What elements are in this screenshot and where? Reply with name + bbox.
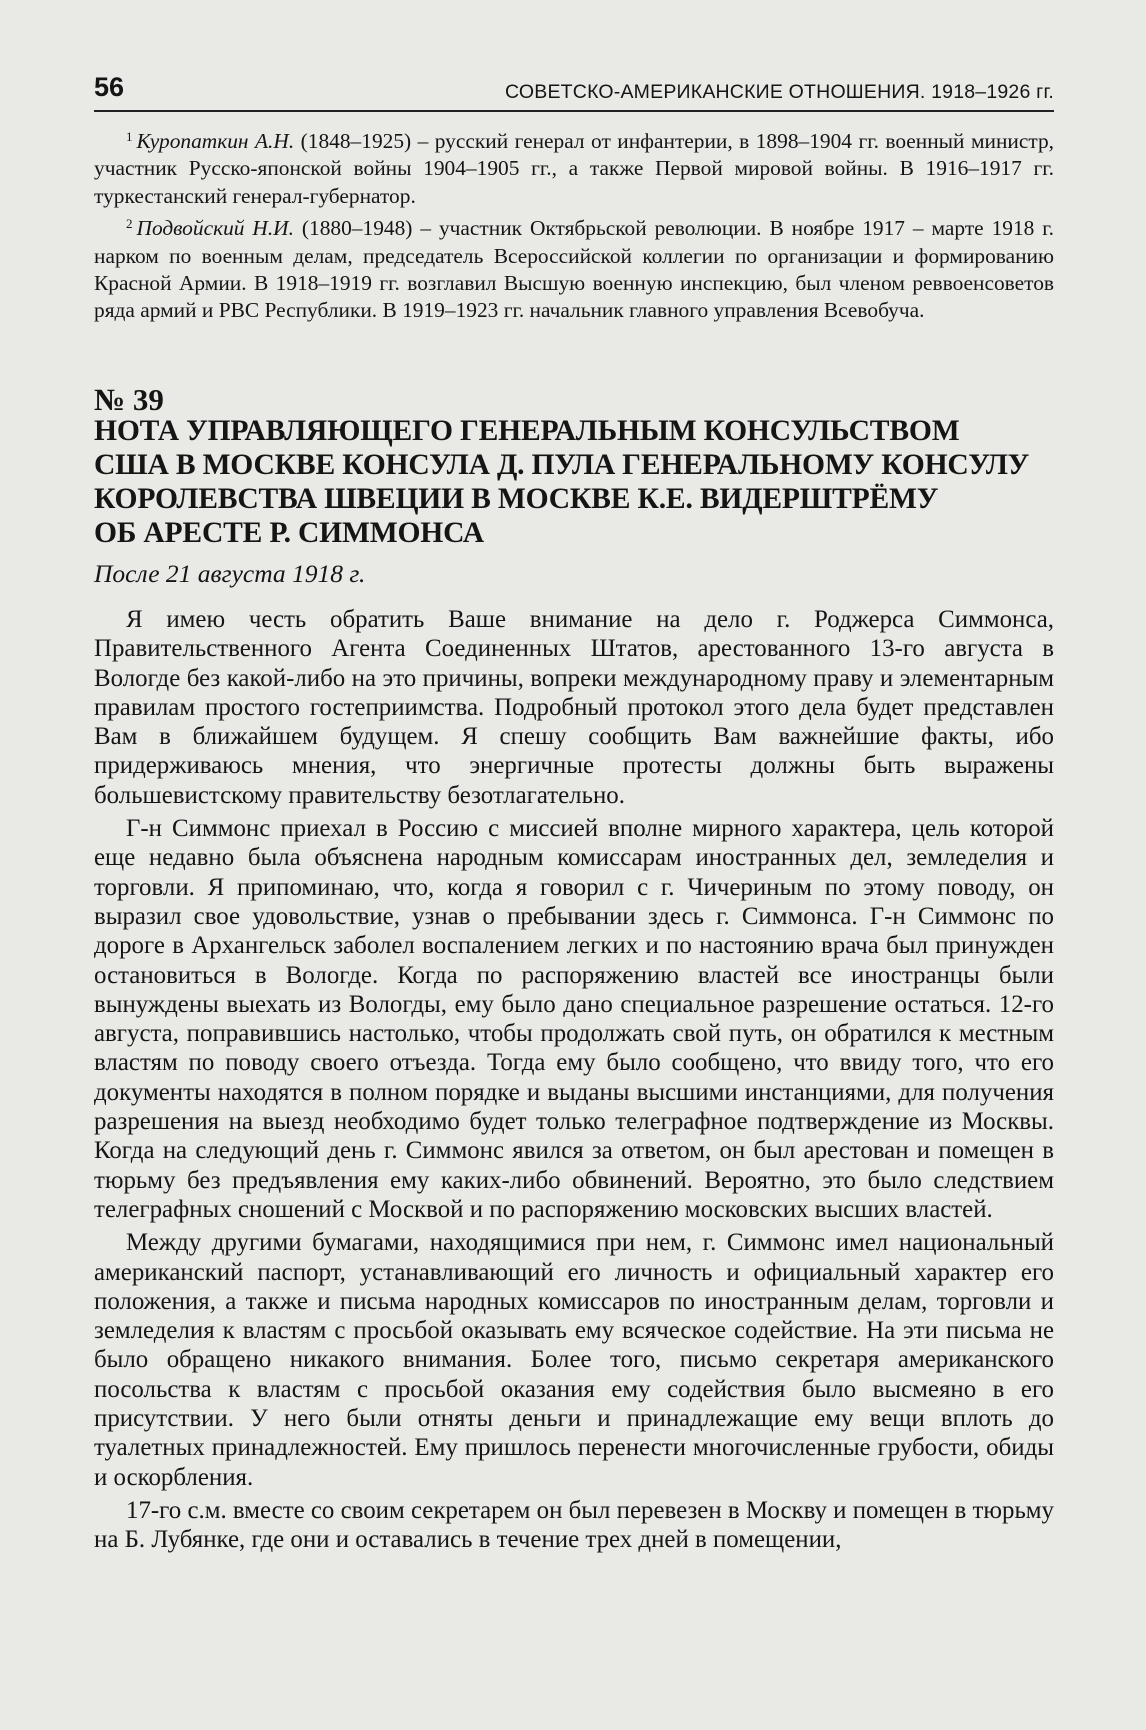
document-number: № 39	[94, 382, 164, 417]
footnote-person-name: Куропаткин А.Н.	[136, 129, 295, 153]
footnote-text: (1880–1948) – участник Октябрьской революции. В ноябре 1917 – марте 1918 г. нарком по военным делам, председатель Всероссийской коллегии по организации и формированию Красной Армии. В 1918–1919 гг. возглавил Высшую военную инспекцию, был членом реввоенсоветов ряда армий и РВС Республики. В 1919–1923 гг. начальник главного управления Всевобуча.	[94, 216, 1054, 323]
document-title-line: НОТА УПРАВЛЯЮЩЕГО ГЕНЕРАЛЬНЫМ КОНСУЛЬСТВОМ	[94, 415, 960, 447]
body-paragraph: 17-го с.м. вместе со своим секретарем он был перевезен в Москву и помещен в тюрьму на Б. Лубянке, где они и оставались в течение трех дней в помещении,	[94, 1496, 1054, 1554]
footnote-text: (1848–1925) – русский генерал от инфантерии, в 1898–1904 гг. военный министр, участник Русско-японской войны 1904–1905 гг., а также Первой мировой войны. В 1916–1917 гг. туркестанский генерал-губернатор.	[94, 129, 1054, 208]
footnote-2	[94, 210, 1054, 325]
body-paragraph: Я имею честь обратить Ваше внимание на дело г. Роджерса Симмонса, Правительственного Агента Соединенных Штатов, арестованного 13-го августа в Вологде без какой-либо на это причины, вопреки международному праву и элементарным правилам простого гостеприимства. Подробный протокол этого дела будет представлен Вам в ближайшем будущем. Я спешу сообщить Вам важнейшие факты, ибо придерживаюсь мнения, что энергичные протесты должны быть выражены большевистскому правительству безотлагательно.	[94, 606, 1054, 809]
running-head: СОВЕТСКО-АМЕРИКАНСКИЕ ОТНОШЕНИЯ. 1918–1926 гг.	[505, 81, 1054, 103]
page-number: 56	[94, 72, 125, 102]
page-header	[94, 70, 1054, 112]
document-title-line: ОБ АРЕСТЕ Р. СИММОНСА	[94, 517, 484, 549]
body-paragraph: Между другими бумагами, находящимися при нем, г. Симмонс имел национальный американский паспорт, устанавливающий его личность и официальный характер его положения, а также и письма народных комиссаров по иностранным делам, торговли и земледелия к властям с просьбой оказывать ему всяческое содействие. На эти письма не было обращено никакого внимания. Более того, письмо секретаря американского посольства к властям с просьбой оказания ему содействия было высмеяно в его присутствии. У него были отняты деньги и принадлежащие ему вещи вплоть до туалетных принадлежностей. Ему пришлось перенести многочисленные грубости, обиды и оскорбления.	[94, 1229, 1054, 1491]
document-date: После 21 августа 1918 г.	[94, 559, 366, 588]
footnote-1	[94, 123, 1054, 210]
document-title-line: КОРОЛЕВСТВА ШВЕЦИИ В МОСКВЕ К.Е. ВИДЕРШТРЁМУ	[94, 483, 939, 515]
document-body	[94, 605, 1054, 1559]
footnote-marker: 2	[126, 216, 133, 232]
footnote-marker: 1	[126, 129, 133, 144]
body-paragraph: Г-н Симмонс приехал в Россию с миссией вполне мирного характера, цель которой еще недавно была объяснена народным комиссарам иностранных дел, земледелия и торговли. Я припоминаю, что, когда я говорил с г. Чичериным по этому поводу, он выразил свое удовольствие, узнав о пребывании здесь г. Симмонса. Г-н Симмонс по дороге в Архангельск заболел воспалением легких и по настоянию врача был принужден остановиться в Вологде. Когда по распоряжению властей все иностранцы были вынуждены выехать из Вологды, ему было дано специальное разрешение остаться. 12-го августа, поправившись настолько, чтобы продолжать свой путь, он обратился к местным властям по поводу своего отъезда. Тогда ему было сообщено, что ввиду того, что его документы находятся в полном порядке и выданы высшими инстанциями, для получения разрешения на выезд необходимо будет только телеграфное подтверждение из Москвы. Когда на следующий день г. Симмонс явился за ответом, он был арестован и помещен в тюрьму без предъявления ему каких-либо обвинений. Вероятно, это было следствием телеграфных сношений с Москвой и по распоряжению московских высших властей.	[94, 815, 1054, 1223]
footnote-person-name: Подвойский Н.И.	[136, 216, 294, 241]
document-title	[94, 414, 1054, 550]
footnotes	[94, 123, 1054, 325]
document-title-line: США В МОСКВЕ КОНСУЛА Д. ПУЛА ГЕНЕРАЛЬНОМУ КОНСУЛУ	[94, 449, 1030, 481]
